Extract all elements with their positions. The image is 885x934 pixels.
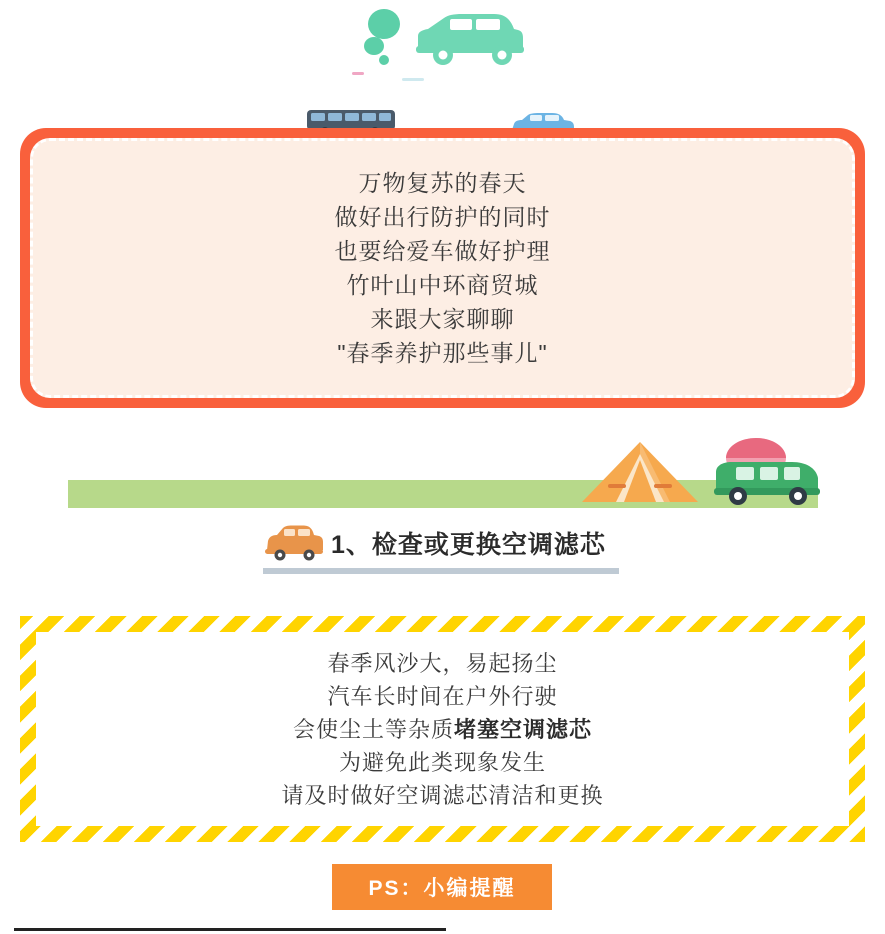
content-line-text: 会使尘土等杂质 [292,716,454,742]
green-suv-icon [410,8,525,68]
content-line-with-emphasis [293,713,592,746]
quote-line: 也要给爱车做好护理 [334,238,551,264]
quote-line: 万物复苏的春天 [358,170,527,196]
quote-line: "春季养护那些事儿" [337,340,548,366]
content-line: 为避免此类现象发生 [338,749,546,775]
quote-box-inner [30,138,855,398]
section-heading-rule [263,568,619,574]
blue-dash-decoration [402,78,424,81]
content-line: 春季风沙大，易起扬尘 [327,650,558,676]
pink-dash-decoration [352,72,364,75]
section-heading-text: 1、检查或更换空调滤芯 [331,531,606,559]
exhaust-smoke-icon [362,8,410,66]
content-box [20,616,865,842]
bottom-divider [14,928,446,931]
top-illustration [0,0,885,140]
camper-van-icon [706,436,824,508]
content-line: 请及时做好空调滤芯清洁和更换 [281,782,604,808]
content-box-inner [36,632,849,826]
ps-reminder-badge: PS：小编提醒 [332,864,552,910]
tent-icon [578,440,703,508]
quote-line: 来跟大家聊聊 [370,306,515,332]
quote-box [20,128,865,408]
section-heading [0,520,885,580]
orange-car-icon [263,524,325,562]
quote-line: 做好出行防护的同时 [334,204,551,230]
quote-line: 竹叶山中环商贸城 [346,272,539,298]
camping-illustration [0,418,885,518]
content-line: 汽车长时间在户外行驶 [327,683,558,709]
section-heading-inner [263,524,606,562]
content-line-emphasis: 堵塞空调滤芯 [454,716,593,742]
